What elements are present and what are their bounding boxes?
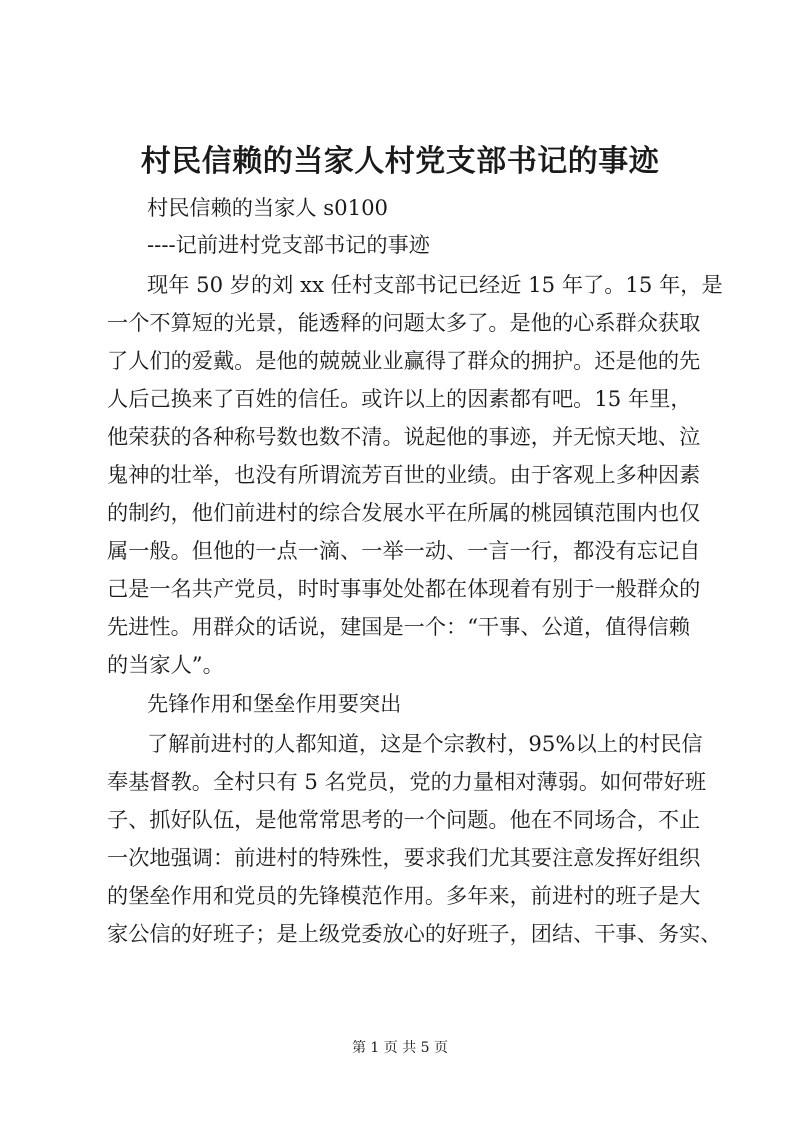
paragraph-line: 的堡垒作用和党员的先锋模范作用。多年来，前进村的班子是大 (107, 883, 701, 908)
paragraph-line: 的制约，他们前进村的综合发展水平在所属的桃园镇范围内也仅 (107, 500, 701, 525)
paragraph-line: 子、抓好队伍，是他常常思考的一个问题。他在不同场合，不止 (107, 807, 701, 832)
paragraph-line: 了解前进村的人都知道，这是个宗教村，95%以上的村民信 (147, 731, 703, 756)
paragraph-line: 先进性。用群众的话说，建国是一个：“干事、公道，值得信赖 (107, 614, 690, 639)
paragraph-line: 一个不算短的光景，能透释的问题太多了。是他的心系群众获取 (107, 310, 701, 335)
section-heading: 先锋作用和堡垒作用要突出 (147, 691, 402, 716)
paragraph-line: 属一般。但他的一点一滴、一举一动、一言一行，都没有忘记自 (107, 538, 701, 563)
paragraph-line: 己是一名共产党员，时时事事处处都在体现着有别于一般群众的 (107, 576, 701, 601)
paragraph-line: 奉基督教。全村只有 5 名党员，党的力量相对薄弱。如何带好班 (107, 769, 707, 794)
paragraph-line: 家公信的好班子；是上级党委放心的好班子，团结、干事、务实、 (107, 921, 722, 946)
paragraph-line: 一次地强调：前进村的特殊性，要求我们尤其要注意发挥好组织 (107, 845, 701, 870)
paragraph-line: 人后己换来了百姓的信任。或许以上的因素都有吧。15 年里， (107, 386, 692, 411)
page-footer: 第 1 页 共 5 页 (351, 1040, 449, 1056)
paragraph-line: 的当家人”。 (107, 652, 224, 677)
paragraph-line: 他荣获的各种称号数也数不清。说起他的事迹，并无惊天地、泣 (107, 424, 701, 449)
document-subtitle: 村民信赖的当家人 s0100 (147, 195, 389, 220)
paragraph-line: 了人们的爱戴。是他的兢兢业业赢得了群众的拥护。还是他的先 (107, 348, 701, 373)
document-byline: ----记前进村党支部书记的事迹 (147, 232, 430, 257)
document-title: 村民信赖的当家人村党支部书记的事迹 (140, 144, 660, 179)
paragraph-line: 现年 50 岁的刘 xx 任村支部书记已经近 15 年了。15 年，是 (147, 272, 723, 297)
paragraph-line: 鬼神的壮举，也没有所谓流芳百世的业绩。由于客观上多种因素 (107, 462, 701, 487)
